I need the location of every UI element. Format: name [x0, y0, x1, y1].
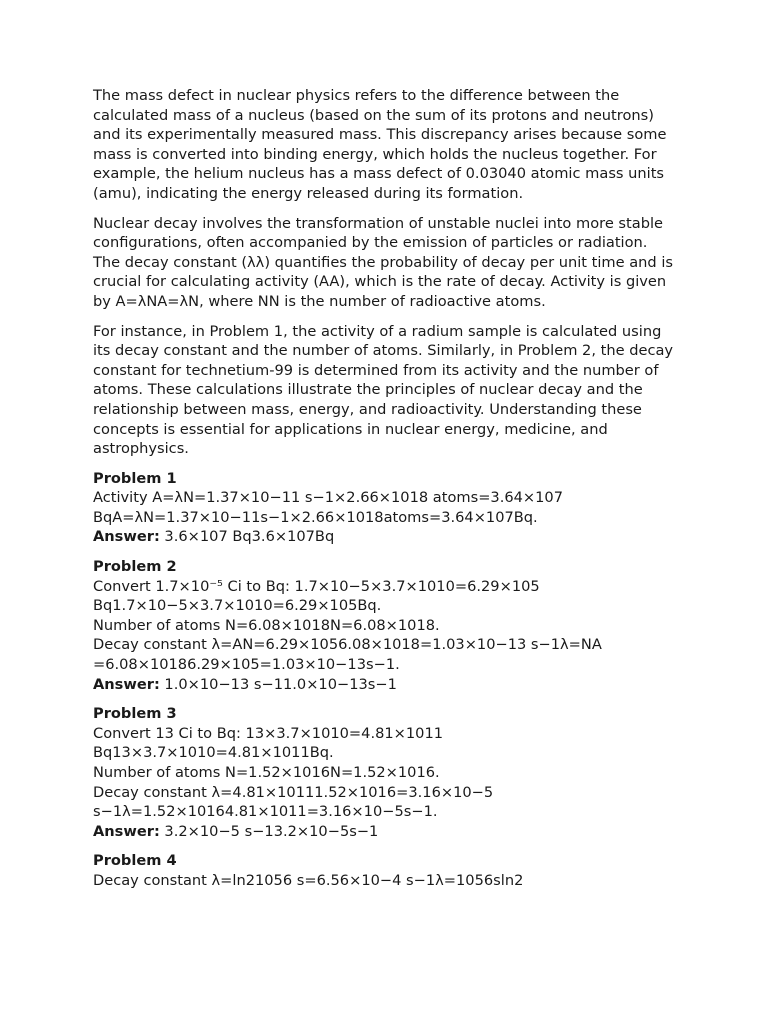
problem-line: Convert 13 Ci to Bq: 13×3.7×1010=4.81×1011 [93, 724, 444, 742]
problem-line: Number of atoms N=6.08×1018N=6.08×1018. [93, 616, 440, 634]
problem-line: =6.08×10186.29×105=1.03×10−13s−1. [93, 656, 400, 674]
problem-3 [93, 704, 678, 841]
paragraph-mass-defect: The mass defect in nuclear physics refers to the difference between the calculated mass of a nucleus (based on the sum of its protons and neutrons) and its experimentally measured mass. This discrepancy arises because some mass is converted into binding energy, which holds the nucleus together. For example, the helium nucleus has a mass defect of 0.03040 atomic mass units (amu), indicating the energy released during its formation. [93, 87, 667, 202]
problem-title: Problem 4 [93, 852, 177, 870]
problem-title: Problem 3 [93, 705, 177, 723]
problem-answer [93, 822, 678, 842]
problem-line: s−1λ=1.52×10164.81×1011=3.16×10−5s−1. [93, 803, 438, 821]
paragraph-examples: For instance, in Problem 1, the activity of a radium sample is calculated using its decay constant and the number of atoms. Similarly, in Problem 2, the decay constant for technetium-99 is determined from its activity and the number of atoms. These calculations illustrate the principles of nuclear decay and the relationship between mass, energy, and radioactivity. Understanding these concepts is essential for applications in nuclear energy, medicine, and astrophysics. [93, 322, 674, 458]
problem-answer [93, 675, 678, 695]
problem-title: Problem 2 [93, 558, 177, 576]
problem-line: Decay constant λ=AN=6.29×1056.08×1018=1.03×10−13 s−1λ=NA [93, 636, 602, 654]
problem-title: Problem 1 [93, 469, 177, 487]
problem-answer [93, 527, 678, 547]
problem-line: Activity A=λN=1.37×10−11 s−1×2.66×1018 atoms=3.64×107 [93, 489, 563, 507]
paragraph-nuclear-decay: Nuclear decay involves the transformation of unstable nuclei into more stable configurations, often accompanied by the emission of particles or radiation. The decay constant (λλ) quantifies the probability of decay per unit time and is crucial for calculating activity (AA), which is the rate of decay. Activity is given by A=λNA=λN, where NN is the number of radioactive atoms. [93, 214, 673, 310]
answer-label: Answer: [93, 528, 160, 546]
problem-line: Decay constant λ=4.81×10111.52×1016=3.16×10−5 [93, 783, 494, 801]
problem-line: Convert 1.7×10⁻⁵ Ci to Bq: 1.7×10−5×3.7×1010=6.29×105 [93, 577, 540, 595]
answer-label: Answer: [93, 675, 160, 693]
problem-line: Bq13×3.7×1010=4.81×1011Bq. [93, 744, 334, 762]
problem-line: Number of atoms N=1.52×1016N=1.52×1016. [93, 764, 440, 781]
answer-value: 1.0×10−13 s−11.0×10−13s−1 [159, 675, 397, 693]
problem-line: BqA=λN=1.37×10−11s−1×2.66×1018atoms=3.64×107Bq. [93, 508, 538, 526]
problem-4 [93, 851, 678, 890]
problem-line: Decay constant λ=ln21056 s=6.56×10−4 s−1λ=1056sln2 [93, 871, 524, 889]
problem-2 [93, 557, 678, 694]
problem-line: Bq1.7×10−5×3.7×1010=6.29×105Bq. [93, 597, 382, 615]
answer-value: 3.2×10−5 s−13.2×10−5s−1 [159, 822, 379, 840]
problem-1 [93, 469, 678, 547]
answer-value: 3.6×107 Bq3.6×107Bq [159, 528, 335, 546]
answer-label: Answer: [93, 822, 160, 840]
